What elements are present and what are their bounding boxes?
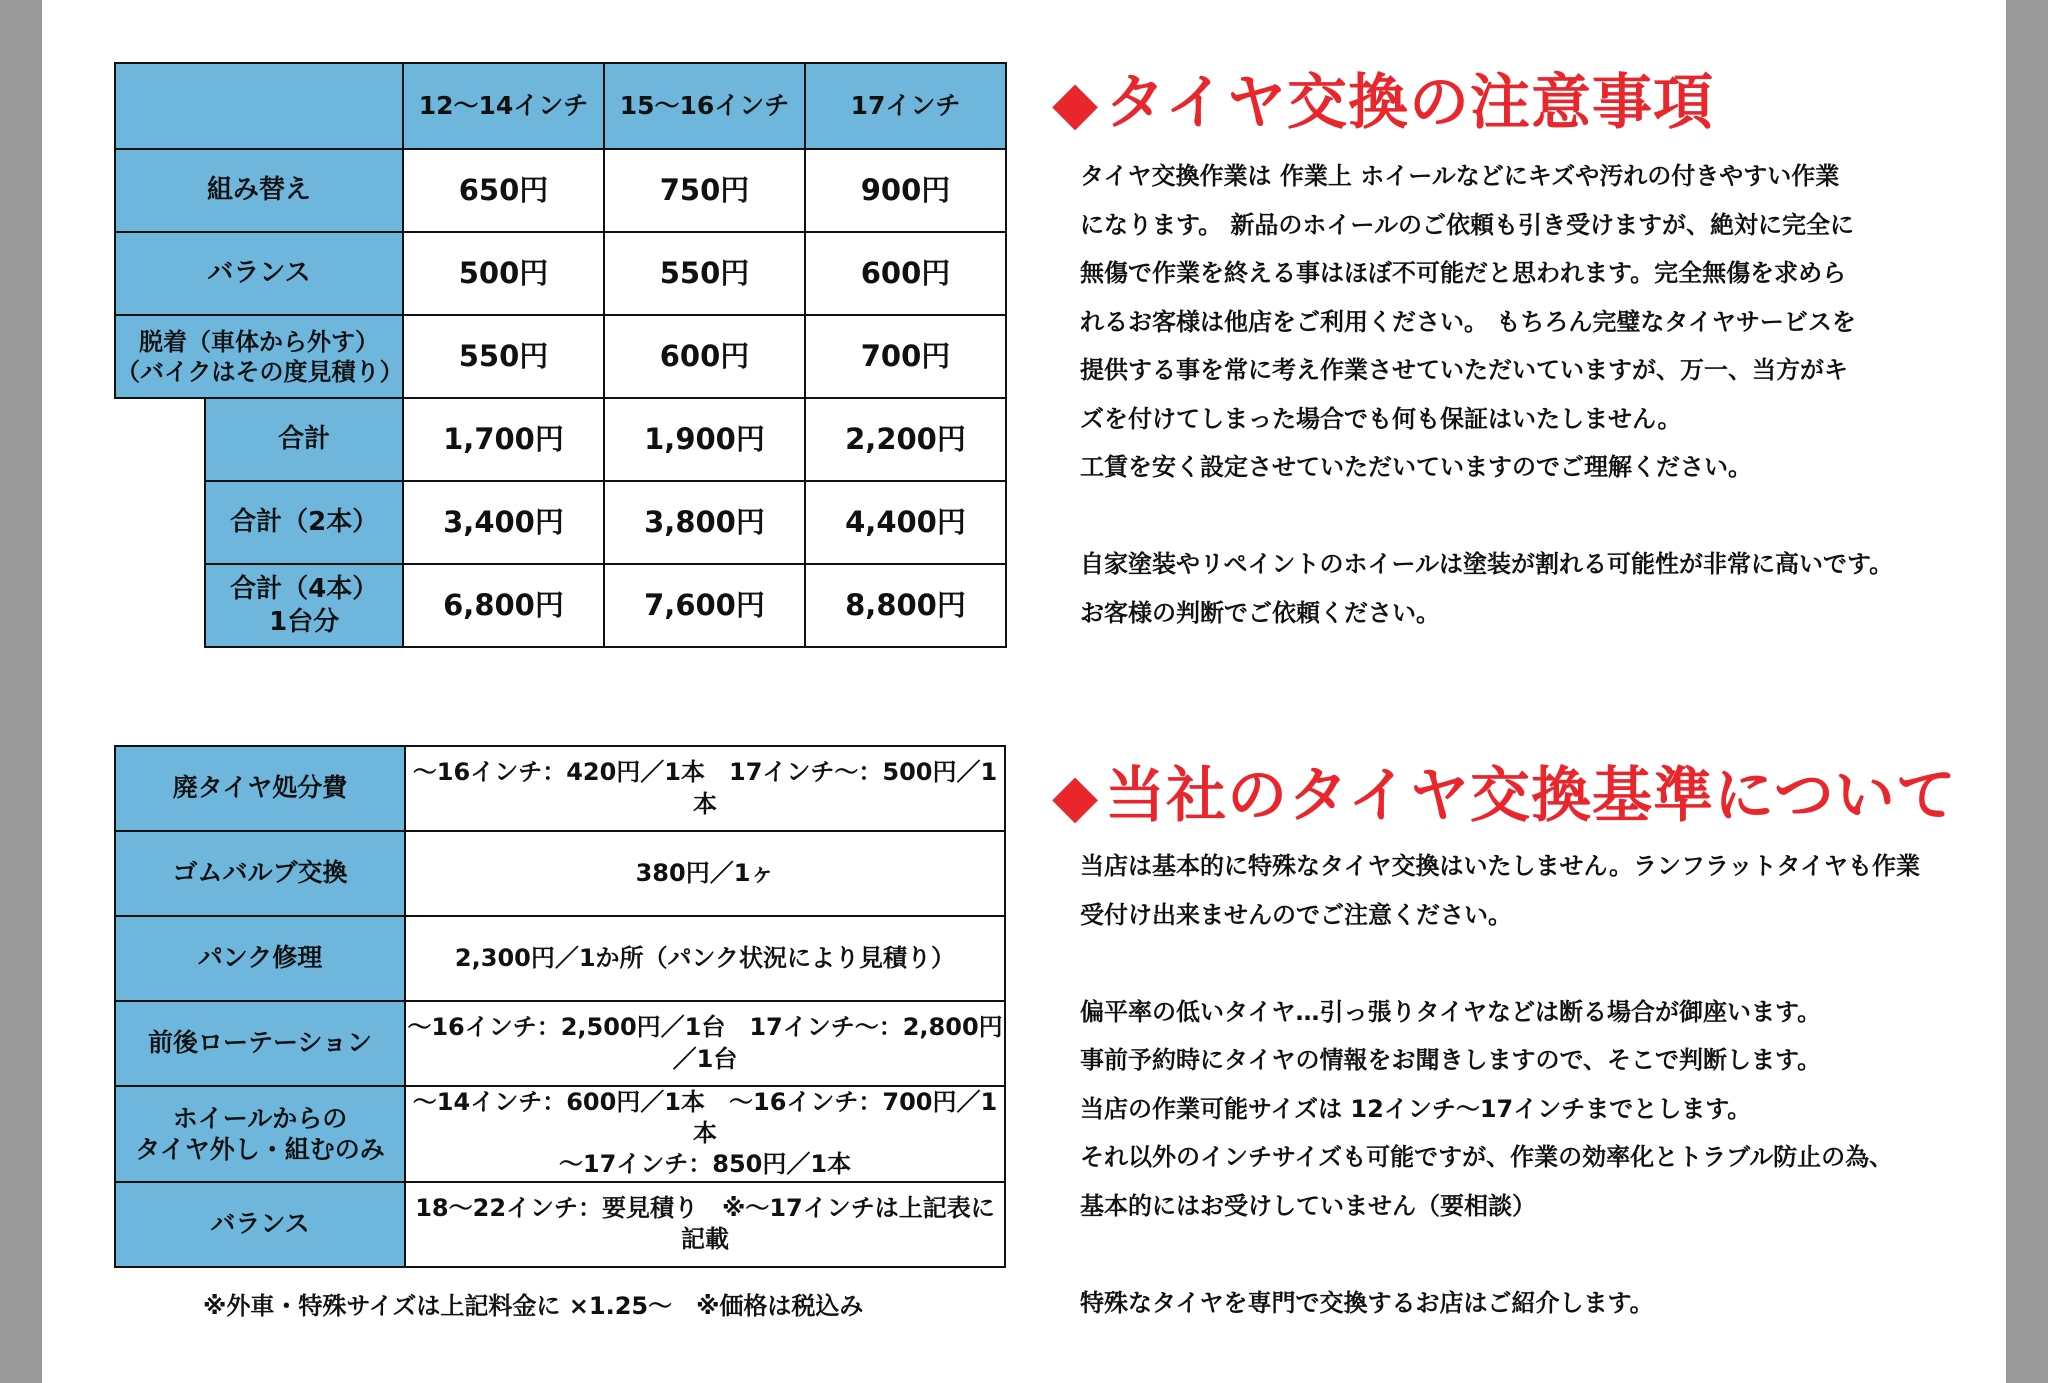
table-row	[115, 916, 1005, 1001]
column-header: 15～16インチ	[604, 63, 805, 149]
spacer-cell	[115, 481, 205, 564]
table-row	[115, 149, 1006, 232]
service-desc: 2,300円／1か所（パンク状況により見積り）	[405, 916, 1005, 1001]
table-row	[115, 1086, 1005, 1182]
row-label: 組み替え	[115, 149, 403, 232]
price-cell: 1,900円	[604, 398, 805, 481]
diamond-icon: ◆	[1052, 68, 1100, 138]
table-row	[115, 481, 1006, 564]
price-cell: 8,800円	[805, 564, 1006, 647]
section-title: 当社のタイヤ交換基準について	[1105, 761, 1957, 831]
price-cell: 600円	[805, 232, 1006, 315]
spacer-cell	[115, 564, 205, 647]
table-row	[115, 315, 1006, 398]
column-header: 17インチ	[805, 63, 1006, 149]
row-label: 合計	[205, 398, 403, 481]
section-body: タイヤ交換作業は 作業上 ホイールなどにキズや汚れの付きやすい作業 になります。 新品のホイールのご依頼も引き受けますが、絶対に完全に 無傷で作業を終える事はほぼ不可能だと思われます。完全無傷を求めら れるお客様は他店をご利用ください。 もちろん完璧なタイヤサービスを 提供する事を常に考え作業させていただいていますが、万一、当方がキ ズを付けてしまった場合でも何も保証はいたしません。 工賃を安く設定させていただいていますのでご理解ください。 自家塗装やリペイントのホイールは塗装が割れる可能性が非常に高いです。 お客様の判断でご依頼ください。	[1080, 162, 1894, 627]
price-cell: 700円	[805, 315, 1006, 398]
price-cell: 600円	[604, 315, 805, 398]
service-desc: 380円／1ヶ	[405, 831, 1005, 916]
table-row	[115, 831, 1005, 916]
table-header-row	[115, 63, 1006, 149]
section-body: 当店は基本的に特殊なタイヤ交換はいたしません。ランフラットタイヤも作業 受付け出来ませんのでご注意ください。 偏平率の低いタイヤ…引っ張りタイヤなどは断る場合が御座います。 事前予約時にタイヤの情報をお聞きしますので、そこで判断します。 当店の作業可能サイズは 12インチ～17インチまでとします。 それ以外のインチサイズも可能ですが、作業の効率化とトラブル防止の為、 基本的にはお受けしていません（要相談） 特殊なタイヤを専門で交換するお店はご紹介します。	[1080, 852, 1920, 1317]
column-header: 12～14インチ	[403, 63, 604, 149]
service-desc: 18～22インチ：要見積り ※～17インチは上記表に記載	[405, 1182, 1005, 1267]
spacer-cell	[115, 398, 205, 481]
price-cell: 750円	[604, 149, 805, 232]
diamond-icon: ◆	[1052, 761, 1100, 831]
price-cell: 3,800円	[604, 481, 805, 564]
price-cell: 1,700円	[403, 398, 604, 481]
section-heading	[1052, 55, 1714, 141]
service-table	[114, 745, 1006, 1268]
service-desc: ～14インチ：600円／1本 ～16インチ：700円／1本 ～17インチ：850円／1本	[405, 1086, 1005, 1182]
header-empty-cell	[115, 63, 403, 149]
row-label: 廃タイヤ処分費	[115, 746, 405, 831]
table-row	[115, 232, 1006, 315]
row-label: ホイールからの タイヤ外し・組むのみ	[115, 1086, 405, 1182]
table-row	[115, 1182, 1005, 1267]
price-cell: 3,400円	[403, 481, 604, 564]
row-label: パンク修理	[115, 916, 405, 1001]
price-cell: 550円	[604, 232, 805, 315]
footnote: ※外車・特殊サイズは上記料金に ×1.25～ ※価格は税込み	[203, 1292, 864, 1320]
price-cell: 500円	[403, 232, 604, 315]
service-desc: ～16インチ：420円／1本 17インチ～：500円／1本	[405, 746, 1005, 831]
row-label: 前後ローテーション	[115, 1001, 405, 1086]
row-label: バランス	[115, 1182, 405, 1267]
table-row	[115, 1001, 1005, 1086]
row-label: 合計（4本） 1台分	[205, 564, 403, 647]
section-heading	[1052, 748, 1957, 834]
price-cell: 4,400円	[805, 481, 1006, 564]
table-row	[115, 564, 1006, 647]
price-cell: 650円	[403, 149, 604, 232]
table-row	[115, 398, 1006, 481]
row-label: 脱着（車体から外す） （バイクはその度見積り）	[115, 315, 403, 398]
section-title: タイヤ交換の注意事項	[1105, 68, 1714, 138]
price-table	[114, 62, 1007, 648]
price-cell: 7,600円	[604, 564, 805, 647]
row-label: バランス	[115, 232, 403, 315]
price-cell: 900円	[805, 149, 1006, 232]
service-desc: ～16インチ：2,500円／1台 17インチ～：2,800円／1台	[405, 1001, 1005, 1086]
row-label: 合計（2本）	[205, 481, 403, 564]
price-cell: 6,800円	[403, 564, 604, 647]
row-label: ゴムバルブ交換	[115, 831, 405, 916]
price-cell: 550円	[403, 315, 604, 398]
table-row	[115, 746, 1005, 831]
price-cell: 2,200円	[805, 398, 1006, 481]
